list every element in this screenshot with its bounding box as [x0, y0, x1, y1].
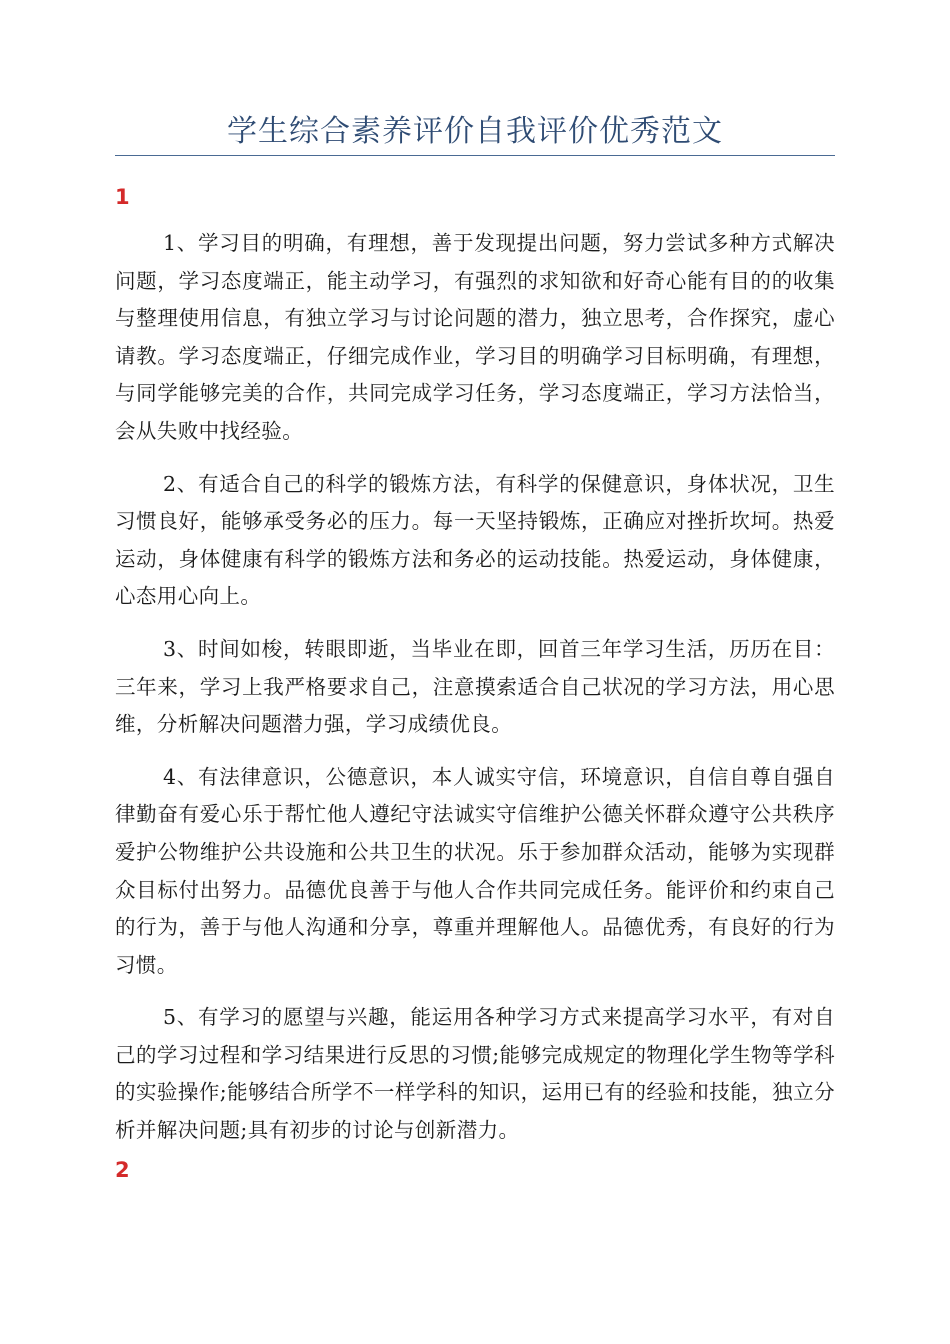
title-divider — [115, 155, 835, 156]
section-number-2: 2 — [115, 1158, 130, 1182]
paragraph-5: 5、有学习的愿望与兴趣，能运用各种学习方式来提高学习水平，有对自己的学习过程和学习结果进行反思的习惯;能够完成规定的物理化学生物等学科的实验操作;能够结合所学不一样学科的知识，运用已有的经验和技能，独立分析并解决问题;具有初步的讨论与创新潜力。 — [115, 1005, 835, 1143]
page-title: 学生综合素养评价自我评价优秀范文 — [227, 114, 723, 149]
paragraph-4: 4、有法律意识，公德意识，本人诚实守信，环境意识，自信自尊自强自律勤奋有爱心乐于帮忙他人遵纪守法诚实守信维护公德关怀群众遵守公共秩序爱护公物维护公共设施和公共卫生的状况。乐于参加群众活动，能够为实现群众目标付出努力。品德优良善于与他人合作共同完成任务。能评价和约束自己的行为，善于与他人沟通和分享，尊重并理解他人。品德优秀，有良好的行为习惯。 — [115, 764, 835, 977]
paragraph-3: 3、时间如梭，转眼即逝，当毕业在即，回首三年学习生活，历历在目：三年来，学习上我严格要求自己，注意摸索适合自己状况的学习方法，用心思维，分析解决问题潜力强，学习成绩优良。 — [115, 636, 835, 737]
paragraph-1: 1、学习目的明确，有理想，善于发现提出问题，努力尝试多种方式解决问题，学习态度端正，能主动学习，有强烈的求知欲和好奇心能有目的的收集与整理使用信息，有独立学习与讨论问题的潜力，独立思考，合作探究，虚心请教。学习态度端正，仔细完成作业，学习目的明确学习目标明确，有理想，与同学能够完美的合作，共同完成学习任务，学习态度端正，学习方法恰当，会从失败中找经验。 — [115, 231, 835, 443]
section-1-content — [115, 225, 835, 1165]
paragraph-2: 2、有适合自己的科学的锻炼方法，有科学的保健意识，身体状况，卫生习惯良好，能够承受务必的压力。每一天坚持锻炼，正确应对挫折坎坷。热爱运动，身体健康有科学的锻炼方法和务必的运动技能。热爱运动，身体健康，心态用心向上。 — [115, 471, 835, 609]
section-number-1: 1 — [115, 185, 130, 209]
